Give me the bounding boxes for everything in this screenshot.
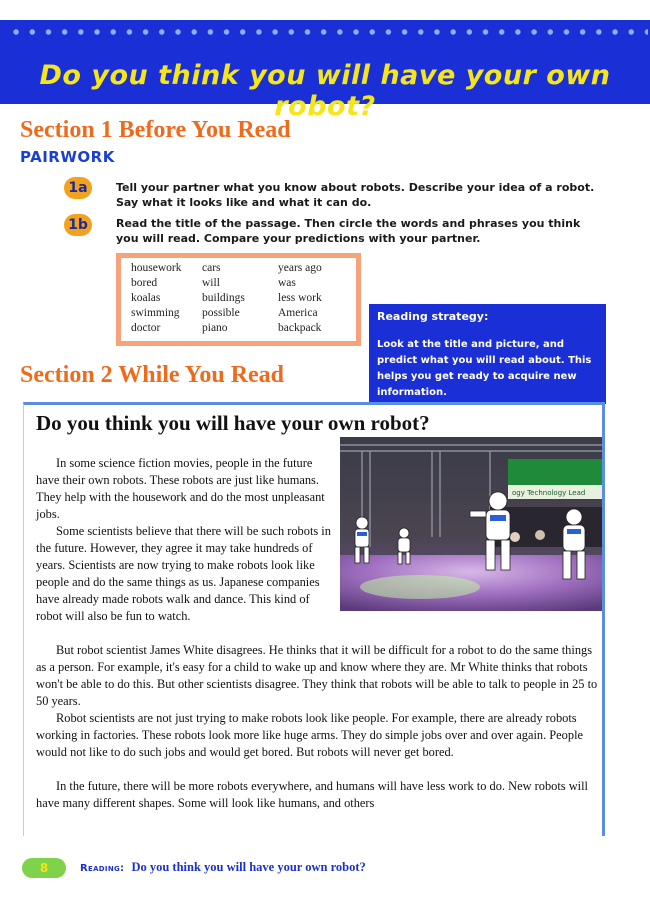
passage-title: Do you think you will have your own robot? xyxy=(36,411,430,435)
strategy-text: Look at the title and picture, and predict what you will read about. This helps you get ready to acquire new information. xyxy=(377,339,592,398)
word-item[interactable]: doctor xyxy=(131,322,161,334)
word-item[interactable]: bored xyxy=(131,277,158,289)
word-item[interactable]: buildings xyxy=(202,292,245,304)
word-item[interactable]: America xyxy=(278,307,318,319)
reading-passage xyxy=(23,402,605,836)
robot-photo xyxy=(340,437,602,611)
page-footer xyxy=(80,860,366,875)
footer-label: Reading: xyxy=(80,863,125,874)
strategy-title: Reading strategy: xyxy=(377,310,489,323)
word-column-1 xyxy=(131,261,181,336)
pairwork-label: PAIRWORK xyxy=(20,148,115,166)
photo-sign-text: ogy Technology Lead xyxy=(512,489,586,497)
passage-paragraph: Robot scientists are not just trying to make robots look like people. For example, there are already robots working in factories. These robots look more like huge arms. They do simple jobs over and over again. People would not like to do such jobs and would get bored. But robots will never get bored. xyxy=(36,711,584,759)
word-item[interactable]: years ago xyxy=(278,262,322,274)
word-item[interactable]: was xyxy=(278,277,296,289)
reading-strategy-box xyxy=(369,304,606,404)
page-number: 8 xyxy=(22,858,66,878)
title-banner xyxy=(0,20,650,122)
word-item[interactable]: cars xyxy=(202,262,221,274)
word-item[interactable]: piano xyxy=(202,322,228,334)
word-item[interactable]: housework xyxy=(131,262,182,274)
word-item[interactable]: possible xyxy=(202,307,240,319)
task-badge-1b: 1b xyxy=(64,214,92,236)
robots-dancing-image xyxy=(340,437,602,611)
section2-title: Section 2 While You Read xyxy=(20,362,285,388)
passage-paragraph: In the future, there will be more robots everywhere, and humans will have less work to do. New robots will have many different shapes. Some will look like humans, and others xyxy=(36,779,588,810)
word-box xyxy=(116,253,361,346)
word-item[interactable]: koalas xyxy=(131,292,161,304)
task-badge-1a: 1a xyxy=(64,177,92,199)
banner-title: Do you think you will have your own robot? xyxy=(39,60,611,122)
word-item[interactable]: less work xyxy=(278,292,322,304)
word-column-2 xyxy=(202,261,245,336)
word-column-3 xyxy=(278,261,322,336)
task-1a-text: Tell your partner what you know about robots. Describe your idea of a robot. Say what it looks like and what it can do. xyxy=(116,181,595,209)
section1-title: Section 1 Before You Read xyxy=(20,117,291,143)
passage-paragraph: In some science fiction movies, people in the future have their own robots. These robots are just like humans. They help with the housework and do the most unpleasant jobs. xyxy=(36,456,325,521)
task-1b-text: Read the title of the passage. Then circle the words and phrases you think you will read. Compare your predictions with your partner. xyxy=(116,217,581,245)
footer-title: Do you think you will have your own robot? xyxy=(131,860,366,874)
passage-paragraph: Some scientists believe that there will be such robots in the future. However, they agree it may take hundreds of years. Scientists are now trying to make robots look like people and do the same things as us. Japanese companies have already made robots walk and dance. This kind of robot will also be fun to watch. xyxy=(36,524,331,623)
banner-dots xyxy=(8,26,648,38)
word-item[interactable]: swimming xyxy=(131,307,180,319)
word-item[interactable]: will xyxy=(202,277,220,289)
word-item[interactable]: backpack xyxy=(278,322,322,334)
passage-paragraph: But robot scientist James White disagrees. He thinks that it will be difficult for a robot to do the same things as a person. For example, it's easy for a child to wake up and know where they are. Mr White thinks that robots won't be able to do this. But other scientists disagree. They think that robots will be able to talk to people in 25 to 50 years. xyxy=(36,643,598,708)
